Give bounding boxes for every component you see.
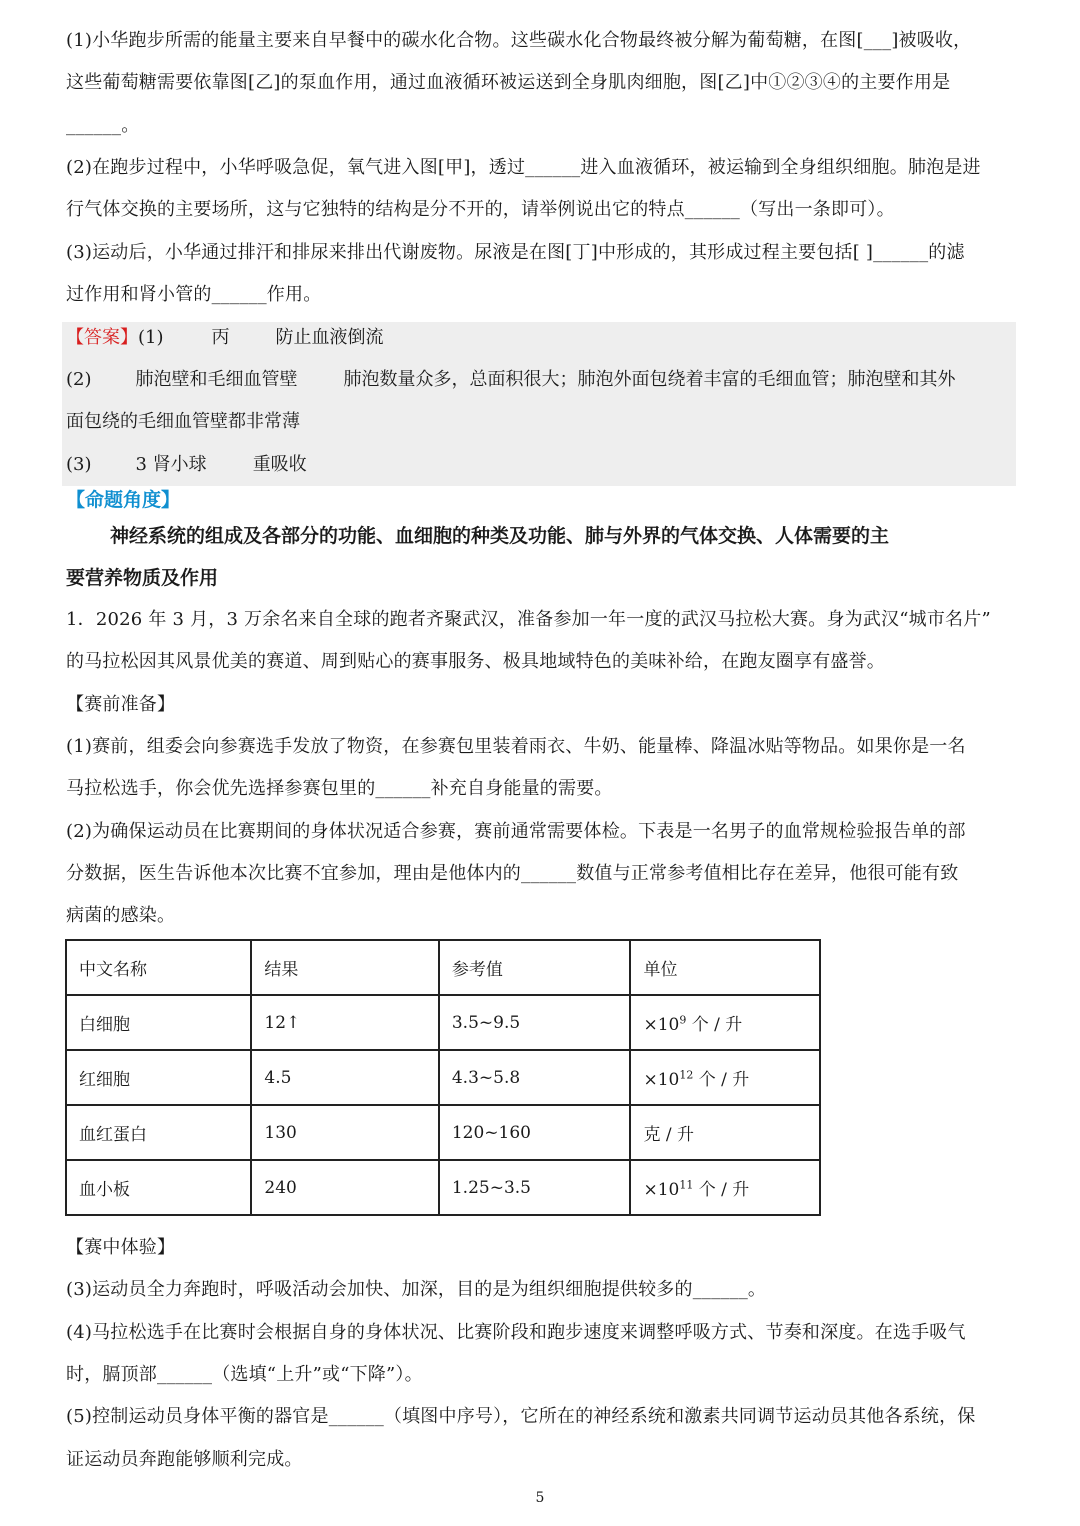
table-cell-result: 240: [251, 1160, 438, 1215]
answer-line-3: [66, 453, 307, 477]
prev-q2-line2: 行气体交换的主要场所，这与它独特的结构是分不开的，请举例说出它的特点______（写出一条即可）。: [66, 199, 895, 220]
topic-line-2: 要营养物质及作用: [66, 567, 219, 589]
prev-q3-line2: 过作用和肾小管的______作用。: [66, 284, 322, 305]
question-2-line3: 病菌的感染。: [66, 905, 176, 926]
prev-q2-line1: (2)在跑步过程中，小华呼吸急促，氧气进入图[甲]，透过______进入血液循环，被运输到全身组织细胞。肺泡是进: [66, 157, 981, 178]
table-row: [66, 1105, 820, 1160]
prev-q3-line1: (3)运动后，小华通过排汗和排尿来排出代谢废物。尿液是在图[丁]中形成的，其形成过程主要包括[ ]______的滤: [66, 242, 965, 263]
question-2-line1: (2)为确保运动员在比赛期间的身体状况适合参赛，赛前通常需要体检。下表是一名男子的血常规检验报告单的部: [66, 821, 966, 842]
blood-test-table: [65, 939, 821, 1216]
question-4-line2: 时，膈顶部______（选填“上升”或“下降”）。: [66, 1364, 423, 1385]
table-cell-ref: 3.5~9.5: [439, 995, 631, 1050]
answer-3-value-1: 3 肾小球: [135, 454, 207, 475]
table-header-cell: 参考值: [439, 940, 631, 995]
question-1-line1: (1)赛前，组委会向参赛选手发放了物资，在参赛包里装着雨衣、牛奶、能量棒、降温冰贴等物品。如果你是一名: [66, 736, 966, 757]
answer-line-2: [66, 368, 956, 392]
table-row: [66, 995, 820, 1050]
table-cell-unit: 克 / 升: [630, 1105, 820, 1160]
table-header-cell: 中文名称: [66, 940, 251, 995]
answer-1-number: (1): [138, 327, 164, 348]
question-intro-line1: 1．2026 年 3 月，3 万余名来自全球的跑者齐聚武汉，准备参加一年一度的武汉马拉松大赛。身为武汉“城市名片”: [66, 609, 991, 630]
table-cell-result: 4.5: [251, 1050, 438, 1105]
answer-1-value-2: 防止血液倒流: [275, 327, 384, 348]
topic-line-1: 神经系统的组成及各部分的功能、血细胞的种类及功能、肺与外界的气体交换、人体需要的主: [110, 525, 890, 547]
table-header-cell: 结果: [251, 940, 438, 995]
page-number: 5: [535, 1490, 545, 1506]
prev-q1-line3: ______。: [66, 115, 140, 136]
table-cell-ref: 1.25~3.5: [439, 1160, 631, 1215]
answer-1-value-1: 丙: [211, 327, 230, 348]
answer-line-1: [66, 326, 384, 350]
mid-race-heading: 【赛中体验】: [66, 1237, 176, 1258]
answer-2-number: (2): [66, 369, 92, 390]
answer-2-value-1: 肺泡壁和毛细血管壁: [135, 369, 298, 390]
table-cell-ref: 120~160: [439, 1105, 631, 1160]
answer-3-value-2: 重吸收: [252, 454, 307, 475]
table-cell-unit: $\times 10^{11}$ 个 / 升: [630, 1160, 820, 1215]
table-cell-result: 130: [251, 1105, 438, 1160]
question-3: (3)运动员全力奔跑时，呼吸活动会加快、加深，目的是为组织细胞提供较多的______。: [66, 1279, 767, 1300]
answer-2-value-2-line1: 肺泡数量众多，总面积很大；肺泡外面包绕着丰富的毛细血管；肺泡壁和其外: [343, 369, 956, 390]
table-row: [66, 1160, 820, 1215]
table-header-cell: 单位: [630, 940, 820, 995]
question-4-line1: (4)马拉松选手在比赛时会根据自身的身体状况、比赛阶段和跑步速度来调整呼吸方式、节奏和深度。在选手吸气: [66, 1322, 966, 1343]
answer-label: 【答案】: [66, 327, 138, 348]
table-cell-unit: $\times 10^9$ 个 / 升: [630, 995, 820, 1050]
question-2-line2: 分数据，医生告诉他本次比赛不宜参加，理由是他体内的______数值与正常参考值相比存在差异，他很可能有致: [66, 863, 959, 884]
table-cell-ref: 4.3~5.8: [439, 1050, 631, 1105]
question-1-line2: 马拉松选手，你会优先选择参赛包里的______补充自身能量的需要。: [66, 778, 613, 799]
table-cell-name: 红细胞: [66, 1050, 251, 1105]
table-cell-name: 血小板: [66, 1160, 251, 1215]
section-heading: 【命题角度】: [66, 489, 181, 511]
table-cell-name: 血红蛋白: [66, 1105, 251, 1160]
table-header-row: [66, 940, 820, 995]
table-cell-name: 白细胞: [66, 995, 251, 1050]
pre-race-heading: 【赛前准备】: [66, 694, 176, 715]
table-row: [66, 1050, 820, 1105]
table-cell-unit: $\times 10^{12}$ 个 / 升: [630, 1050, 820, 1105]
question-5-line1: (5)控制运动员身体平衡的器官是______（填图中序号），它所在的神经系统和激素共同调节运动员其他各系统，保: [66, 1406, 976, 1427]
question-intro-line2: 的马拉松因其风景优美的赛道、周到贴心的赛事服务、极具地域特色的美味补给，在跑友圈享有盛誉。: [66, 651, 885, 672]
prev-q1-line2: 这些葡萄糖需要依靠图[乙]的泵血作用，通过血液循环被运送到全身肌肉细胞，图[乙]中①②③④的主要作用是: [66, 72, 951, 93]
answer-3-number: (3): [66, 454, 92, 475]
question-5-line2: 证运动员奔跑能够顺利完成。: [66, 1449, 303, 1470]
table-cell-result: 12↑: [251, 995, 438, 1050]
answer-2-value-2-line2: 面包绕的毛细血管壁都非常薄: [66, 411, 300, 432]
prev-q1-line1: (1)小华跑步所需的能量主要来自早餐中的碳水化合物。这些碳水化合物最终被分解为葡萄糖，在图[___]被吸收，: [66, 30, 972, 51]
